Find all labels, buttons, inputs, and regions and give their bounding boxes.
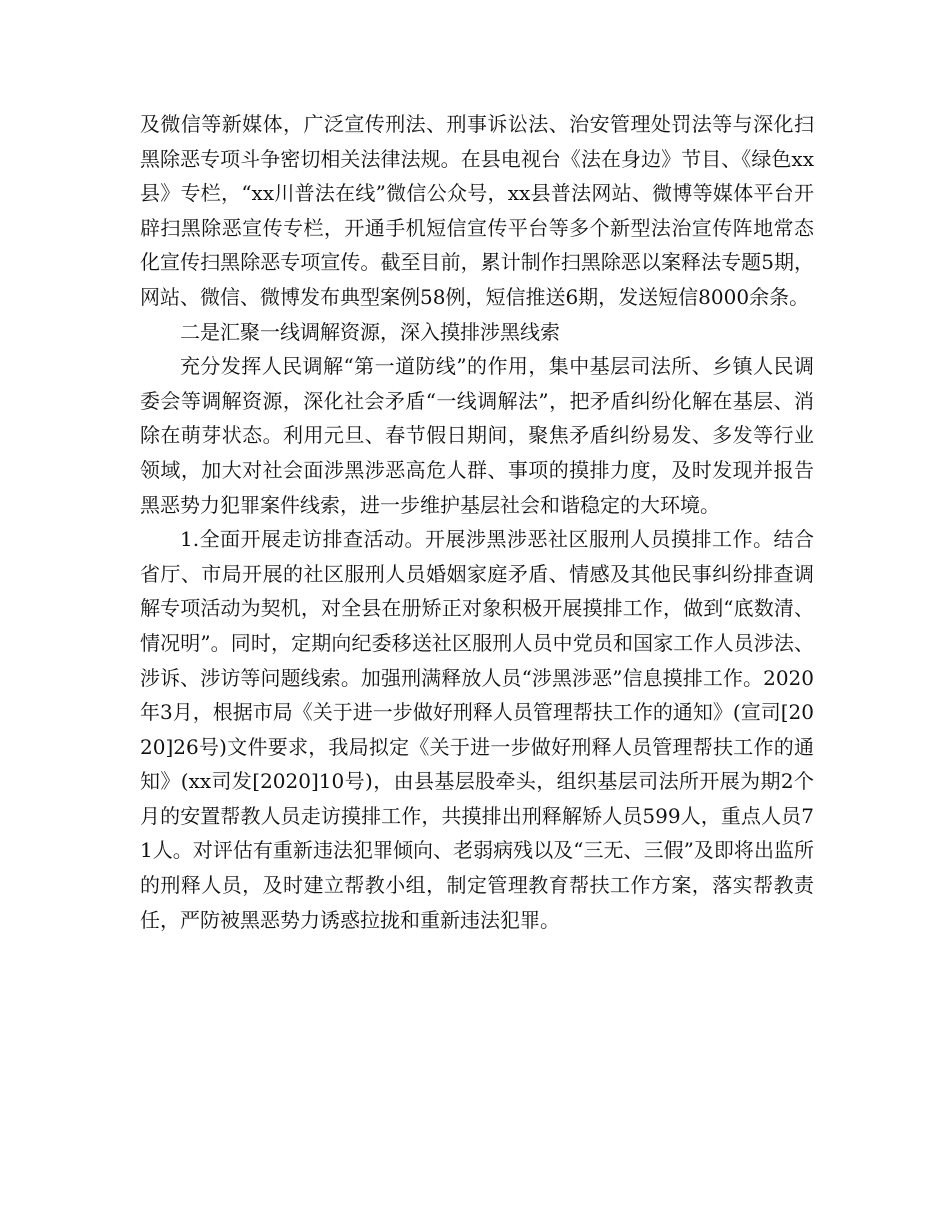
document-body — [140, 107, 814, 937]
paragraph-continued: 及微信等新媒体，广泛宣传刑法、刑事诉讼法、治安管理处罚法等与深化扫黑除恶专项斗争密切相关法律法规。在县电视台《法在身边》节目、《绿色xx县》专栏，“xx川普法在线”微信公众号，xx县普法网站、微博等媒体平台开辟扫黑除恶宣传专栏，开通手机短信宣传平台等多个新型法治宣传阵地常态化宣传扫黑除恶专项宣传。截至目前，累计制作扫黑除恶以案释法专题5期，网站、微信、微博发布典型案例58例，短信推送6期，发送短信8000余条。 — [140, 112, 814, 309]
paragraph-numbered-item: 1.全面开展走访排查活动。开展涉黑涉恶社区服刑人员摸排工作。结合省厅、市局开展的社区服刑人员婚姻家庭矛盾、情感及其他民事纠纷排查调解专项活动为契机，对全县在册矫正对象积极开展摸排工作，做到“底数清、情况明”。同时，定期向纪委移送社区服刑人员中党员和国家工作人员涉法、涉诉、涉访等问题线索。加强刑满释放人员“涉黑涉恶”信息摸排工作。2020年3月，根据市局《关于进一步做好刑释人员管理帮扶工作的通知》(宣司[2020]26号)文件要求，我局拟定《关于进一步做好刑释人员管理帮扶工作的通知》(xx司发[2020]10号)，由县基层股牵头，组织基层司法所开展为期2个月的安置帮教人员走访摸排工作，共摸排出刑释解矫人员599人，重点人员71人。对评估有重新违法犯罪倾向、老弱病残以及“三无、三假”及即将出监所的刑释人员，及时建立帮教小组，制定管理教育帮扶工作方案，落实帮教责任，严防被黑恶势力诱惑拉拢和重新违法犯罪。 — [140, 527, 814, 932]
paragraph-body: 充分发挥人民调解“第一道防线”的作用，集中基层司法所、乡镇人民调委会等调解资源，深化社会矛盾“一线调解法”，把矛盾纠纷化解在基层、消除在萌芽状态。利用元旦、春节假日期间，聚焦矛盾纠纷易发、多发等行业领域，加大对社会面涉黑涉恶高危人群、事项的摸排力度，及时发现并报告黑恶势力犯罪案件线索，进一步维护基层社会和谐稳定的大环境。 — [140, 354, 814, 517]
section-heading: 二是汇聚一线调解资源，深入摸排涉黑线索 — [180, 319, 560, 344]
